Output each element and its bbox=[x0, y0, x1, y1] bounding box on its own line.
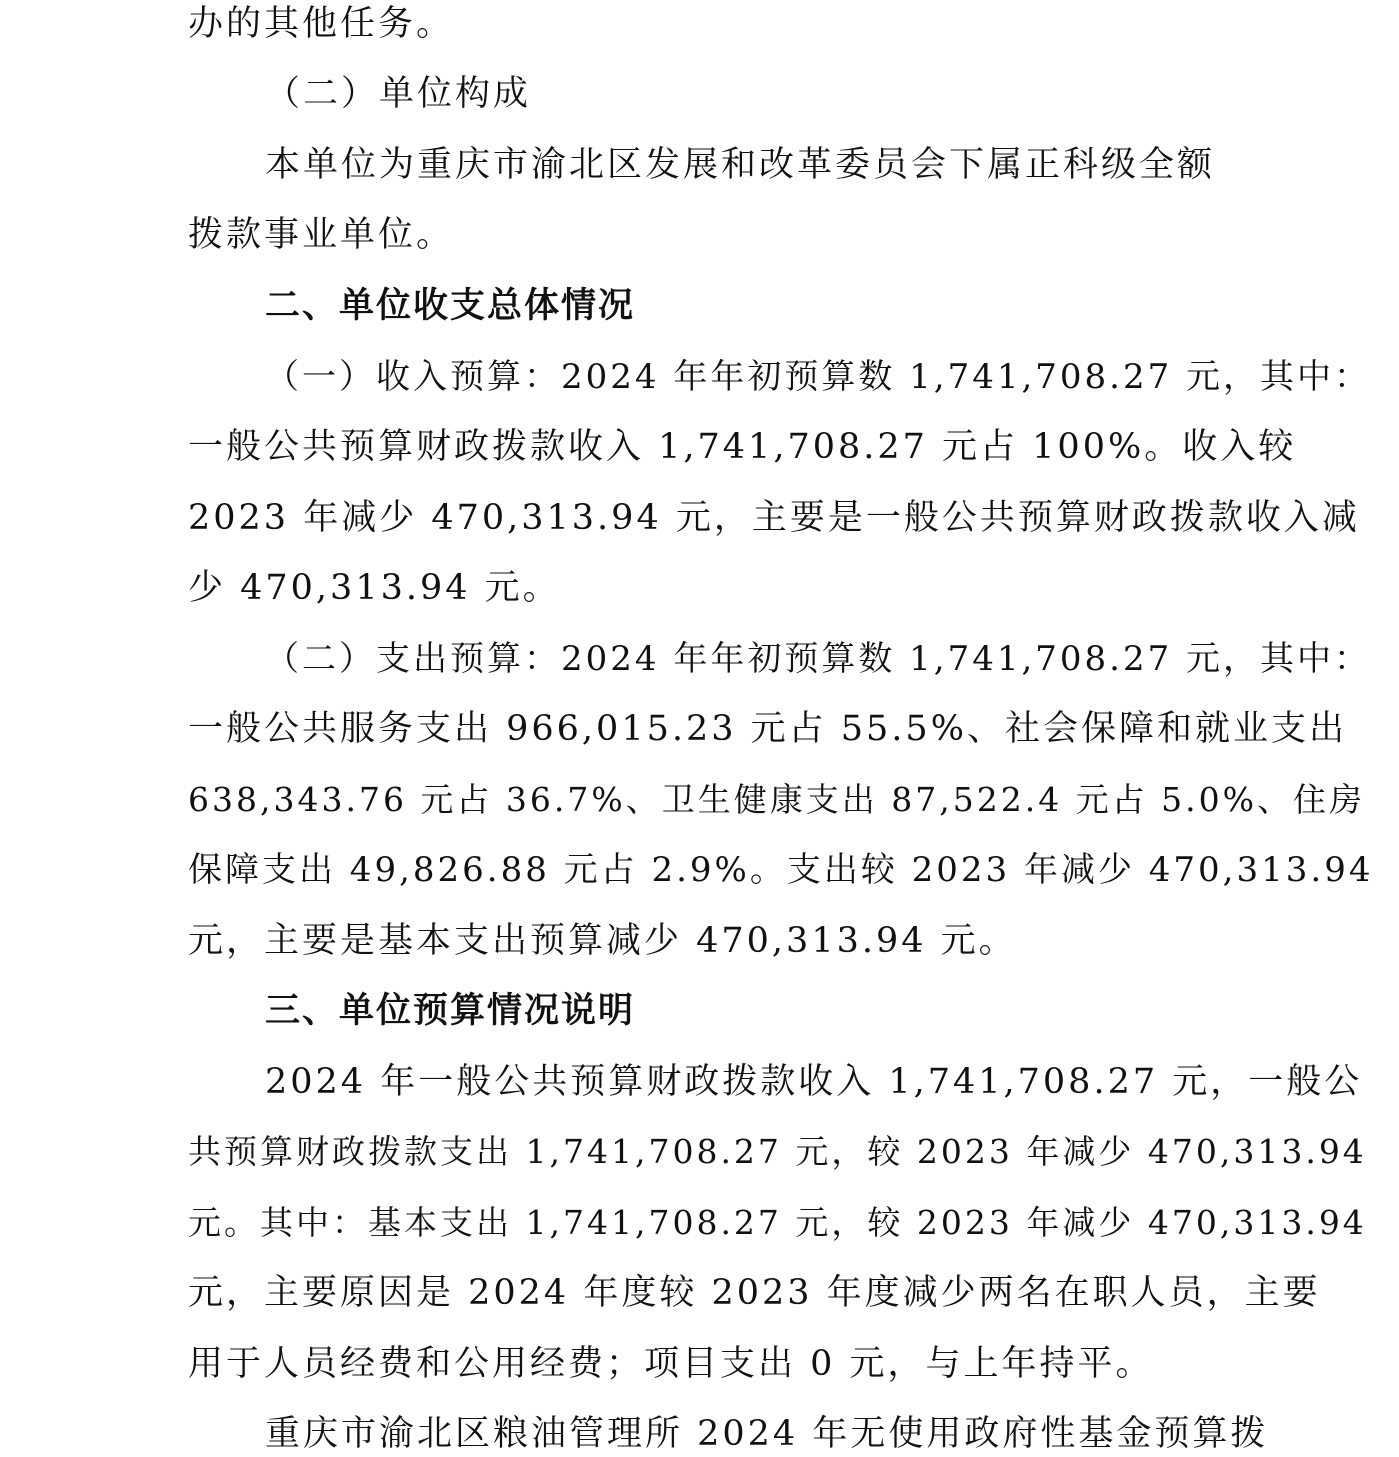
text-line-income-4: 少 470,313.94 元。 bbox=[188, 568, 561, 608]
text-line-expense-4: 保障支出 49,826.88 元占 2.9%。支出较 2023 年减少 470,313.94 bbox=[188, 850, 1374, 890]
text-line-task-end: 办的其他任务。 bbox=[188, 4, 455, 44]
text-line-unit-desc-2: 拨款事业单位。 bbox=[188, 215, 455, 255]
text-line-expense-2: 一般公共服务支出 966,015.23 元占 55.5%、社会保障和就业支出 bbox=[188, 709, 1347, 749]
text-line-expense-1: （二）支出预算：2024 年年初预算数 1,741,708.27 元，其中： bbox=[265, 639, 1372, 679]
text-line-budget-5: 用于人员经费和公用经费；项目支出 0 元，与上年持平。 bbox=[188, 1344, 1154, 1384]
text-line-income-2: 一般公共预算财政拨款收入 1,741,708.27 元占 100%。收入较 bbox=[188, 427, 1297, 467]
text-line-budget-4: 元，主要原因是 2024 年度较 2023 年度减少两名在职人员，主要 bbox=[188, 1273, 1321, 1313]
section-heading-budget-explanation: 三、单位预算情况说明 bbox=[265, 990, 636, 1031]
text-line-expense-3: 638,343.76 元占 36.7%、卫生健康支出 87,522.4 元占 5.0%、住房 bbox=[188, 780, 1366, 819]
subheading-unit-composition: （二）单位构成 bbox=[265, 74, 532, 114]
text-line-income-1: （一）收入预算：2024 年年初预算数 1,741,708.27 元，其中： bbox=[265, 357, 1372, 397]
text-line-unit-desc-1: 本单位为重庆市渝北区发展和改革委员会下属正科级全额 bbox=[265, 145, 1216, 185]
text-line-budget-3: 元。其中：基本支出 1,741,708.27 元，较 2023 年减少 470,313.94 bbox=[188, 1203, 1367, 1242]
section-heading-income-expense: 二、单位收支总体情况 bbox=[265, 285, 636, 326]
text-line-budget-1: 2024 年一般公共预算财政拨款收入 1,741,708.27 元，一般公 bbox=[265, 1062, 1363, 1102]
text-line-budget-2: 共预算财政拨款支出 1,741,708.27 元，较 2023 年减少 470,313.94 bbox=[188, 1132, 1367, 1171]
text-line-expense-5: 元，主要是基本支出预算减少 470,313.94 元。 bbox=[188, 921, 1017, 961]
text-line-fund-budget: 重庆市渝北区粮油管理所 2024 年无使用政府性基金预算拨 bbox=[265, 1414, 1269, 1454]
text-line-income-3: 2023 年减少 470,313.94 元，主要是一般公共预算财政拨款收入减 bbox=[188, 498, 1360, 538]
